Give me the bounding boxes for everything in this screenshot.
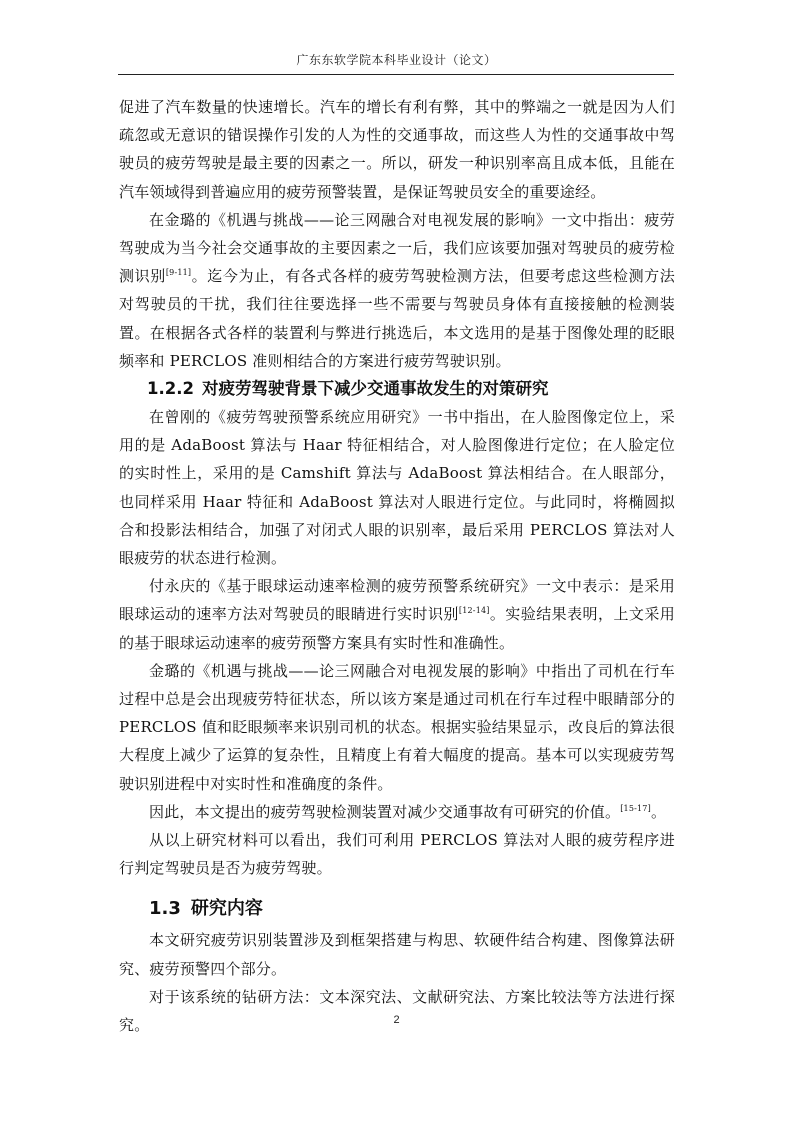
paragraph-4-text-a: 付永庆的《基于眼球运动速率检测的疲劳预警系统研究》一文中表示：是采用眼球运动的速率方法对驾驶员的眼睛进行实时识别 bbox=[119, 577, 675, 624]
section-number: 1.2.2 bbox=[147, 379, 194, 399]
paragraph-1: 促进了汽车数量的快速增长。汽车的增长有利有弊，其中的弊端之一就是因为人们疏忽或无意识的错误操作引发的人为性的交通事故，而这些人为性的交通事故中驾驶员的疲劳驾驶是最主要的因素之一。所以，研发一种识别率高且成本低，且能在汽车领域得到普遍应用的疲劳预警装置，是保证驾驶员安全的重要途经。 bbox=[119, 98, 675, 201]
page-content bbox=[119, 93, 675, 1039]
page-number: 2 bbox=[393, 1014, 400, 1026]
paragraph-4-text-b: 。实验结果表明，上文采用的基于眼球运动速率的疲劳预警方案具有实时性和准确性。 bbox=[119, 605, 675, 652]
section-heading-1-2-2 bbox=[119, 375, 675, 403]
header-rule bbox=[118, 74, 674, 75]
paragraph-4 bbox=[119, 572, 675, 657]
section-number: 1.3 bbox=[149, 898, 181, 920]
section-title: 对疲劳驾驶背景下减少交通事故发生的对策研究 bbox=[201, 379, 549, 399]
paragraph-9: 对于该系统的钻研方法：文本深究法、文献研究法、方案比较法等方法进行探究。 bbox=[119, 987, 675, 1035]
paragraph-6-text-a: 因此，本文提出的疲劳驾驶检测装置对减少交通事故有可研究的价值。 bbox=[149, 802, 621, 821]
paragraph-2 bbox=[119, 206, 675, 375]
citation-15-17: [15-17] bbox=[620, 803, 651, 813]
section-title: 研究内容 bbox=[190, 898, 263, 920]
page-header: 广东东软学院本科毕业设计（论文） bbox=[296, 53, 497, 67]
paragraph-6-text-b: 。 bbox=[650, 802, 667, 821]
paragraph-2-text-a: 在金璐的《机遇与挑战——论三网融合对电视发展的影响》一文中指出：疲劳驾驶成为当今社会交通事故的主要因素之一后，我们应该要加强对驾驶员的疲劳检测识别 bbox=[119, 210, 675, 286]
paragraph-7: 从以上研究材料可以看出，我们可利用 PERCLOS 算法对人眼的疲劳程序进行判定驾驶员是否为疲劳驾驶。 bbox=[119, 831, 675, 878]
paragraph-3: 在曾刚的《疲劳驾驶预警系统应用研究》一书中指出，在人脸图像定位上，采用的是 AdaBoost 算法与 Haar 特征相结合，对人脸图像进行定位；在人脸定位的实时性上，采用的是 Camshift 算法与 AdaBoost 算法相结合。在人眼部分，也同样采用 Haar 特征和 AdaBoost 算法对人眼进行定位。与此同时，将椭圆拟合和投影法相结合，加强了对闭式人眼的识别率，最后采用 PERCLOS 算法对人眼疲劳的状态进行检测。 bbox=[119, 408, 675, 568]
paragraph-6 bbox=[119, 798, 675, 826]
paragraph-2-text-b: 。迄今为止，有各式各样的疲劳驾驶检测方法，但要考虑这些检测方法对驾驶员的干扰，我们往往要选择一些不需要与驾驶员身体有直接接触的检测装置。在根据各式各样的装置利与弊进行挑选后，本文选用的是基于图像处理的眨眼频率和 PERCLOS 准则相结合的方案进行疲劳驾驶识别。 bbox=[119, 267, 675, 370]
section-heading-1-3 bbox=[119, 894, 675, 924]
paragraph-5: 金璐的《机遇与挑战——论三网融合对电视发展的影响》中指出了司机在行车过程中总是会出现疲劳特征状态，所以该方案是通过司机在行车过程中眼睛部分的 PERCLOS 值和眨眼频率来识别司机的状态。根据实验结果显示，改良后的算法很大程度上减少了运算的复杂性，且精度上有着大幅度的提高。基本可以实现疲劳驾驶识别进程中对实时性和准确度的条件。 bbox=[119, 661, 675, 793]
paragraph-8: 本文研究疲劳识别装置涉及到框架搭建与构思、软硬件结合构建、图像算法研究、疲劳预警四个部分。 bbox=[119, 931, 675, 978]
citation-12-14: [12-14] bbox=[458, 606, 490, 616]
citation-9-11: [9-11] bbox=[165, 268, 192, 278]
